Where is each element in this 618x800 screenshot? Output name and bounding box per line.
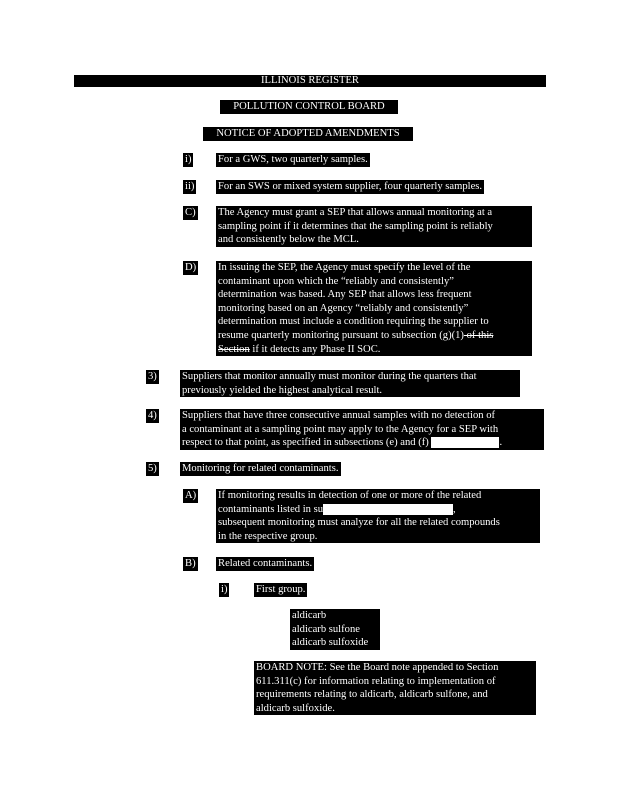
item-B-marker: B) <box>185 558 196 569</box>
item-D-line: resume quarterly monitoring pursuant to subsection (g)(1) <box>218 329 464 341</box>
notice-title: NOTICE OF ADOPTED AMENDMENTS <box>203 127 413 141</box>
item-D-last-line <box>218 343 530 357</box>
item-D-line-with-strike <box>218 329 530 343</box>
list-item: aldicarb <box>292 610 327 621</box>
item-D-line: if it detects any Phase II SOC. <box>249 343 381 355</box>
board-note-line: 611.311(c) for information relating to implementation of <box>256 675 496 687</box>
item-3-line: Suppliers that monitor annually must monitor during the quarters that <box>182 371 477 382</box>
board-note-line: BOARD NOTE: See the Board note appended to Section <box>256 662 499 673</box>
deleted-text: of this <box>463 329 494 341</box>
item-4-text <box>180 409 544 450</box>
item-C-line: sampling point if it determines that the sampling point is reliably <box>218 220 493 232</box>
item-D-marker: D) <box>185 262 197 273</box>
item-i-text: For a GWS, two quarterly samples. <box>218 154 368 165</box>
list-item: aldicarb sulfoxide <box>292 637 369 649</box>
item-D-line: monitoring based on an Agency “reliably and consistently” <box>218 302 469 314</box>
item-4-line: respect to that point, as specified in subsections (e) and (f) <box>182 437 429 449</box>
item-C-marker: C) <box>185 207 196 218</box>
item-4-line: Suppliers that have three consecutive annual samples with no detection of <box>182 410 496 421</box>
list-item: aldicarb sulfone <box>292 623 360 635</box>
board-note <box>254 661 536 715</box>
item-5-marker: 5) <box>148 463 157 474</box>
item-A-marker: A) <box>185 490 197 501</box>
item-A-line: If monitoring results in detection of one or more of the related <box>218 490 482 501</box>
board-note-line: aldicarb sulfoxide. <box>256 702 335 714</box>
item-3-text <box>180 370 520 397</box>
register-title: ILLINOIS REGISTER <box>261 75 359 86</box>
item-4-marker: 4) <box>148 410 157 421</box>
item-Bi-text: First group. <box>256 584 306 595</box>
item-D-text <box>216 261 532 356</box>
item-4-line: a contaminant at a sampling point may apply to the Agency for a SEP with <box>182 423 499 435</box>
item-D-line: contaminant upon which the “reliably and consistently” <box>218 275 454 287</box>
item-D-line: determination must include a condition requiring the supplier to <box>218 316 489 328</box>
item-A-text <box>216 489 540 543</box>
item-ii-text: For an SWS or mixed system supplier, four quarterly samples. <box>218 181 483 192</box>
item-A-line: contaminants listed in su <box>218 503 324 515</box>
item-Bi-marker: i) <box>221 584 228 595</box>
item-B-text: Related contaminants. <box>218 558 313 569</box>
item-A-line-redacted <box>218 503 538 517</box>
deleted-text: Section <box>218 343 250 355</box>
item-ii-marker: ii) <box>185 181 195 192</box>
board-note-line: requirements relating to aldicarb, aldicarb sulfone, and <box>256 689 488 701</box>
item-3-line: previously yielded the highest analytical result. <box>182 384 383 396</box>
board-title: POLLUTION CONTROL BOARD <box>220 100 398 114</box>
item-A-line: subsequent monitoring must analyze for all the related compounds <box>218 517 500 529</box>
chemical-list <box>290 609 380 650</box>
item-4-last-line: respect to that point, as specified in subsections (e) and (f) . <box>182 437 503 449</box>
item-3-marker: 3) <box>148 371 157 382</box>
redacted-area <box>431 437 499 448</box>
item-5-text: Monitoring for related contaminants. <box>182 463 339 474</box>
item-A-line: in the respective group. <box>218 530 318 542</box>
item-i-marker: i) <box>185 154 192 165</box>
item-C-text <box>216 206 532 247</box>
item-D-line: In issuing the SEP, the Agency must specify the level of the <box>218 262 471 273</box>
redacted-area <box>323 504 453 515</box>
item-D-line: determination was based. Any SEP that allows less frequent <box>218 289 472 301</box>
item-A-line: , <box>453 503 456 515</box>
item-C-line: The Agency must grant a SEP that allows annual monitoring at a <box>218 207 493 218</box>
item-C-line: and consistently below the MCL. <box>218 234 359 246</box>
